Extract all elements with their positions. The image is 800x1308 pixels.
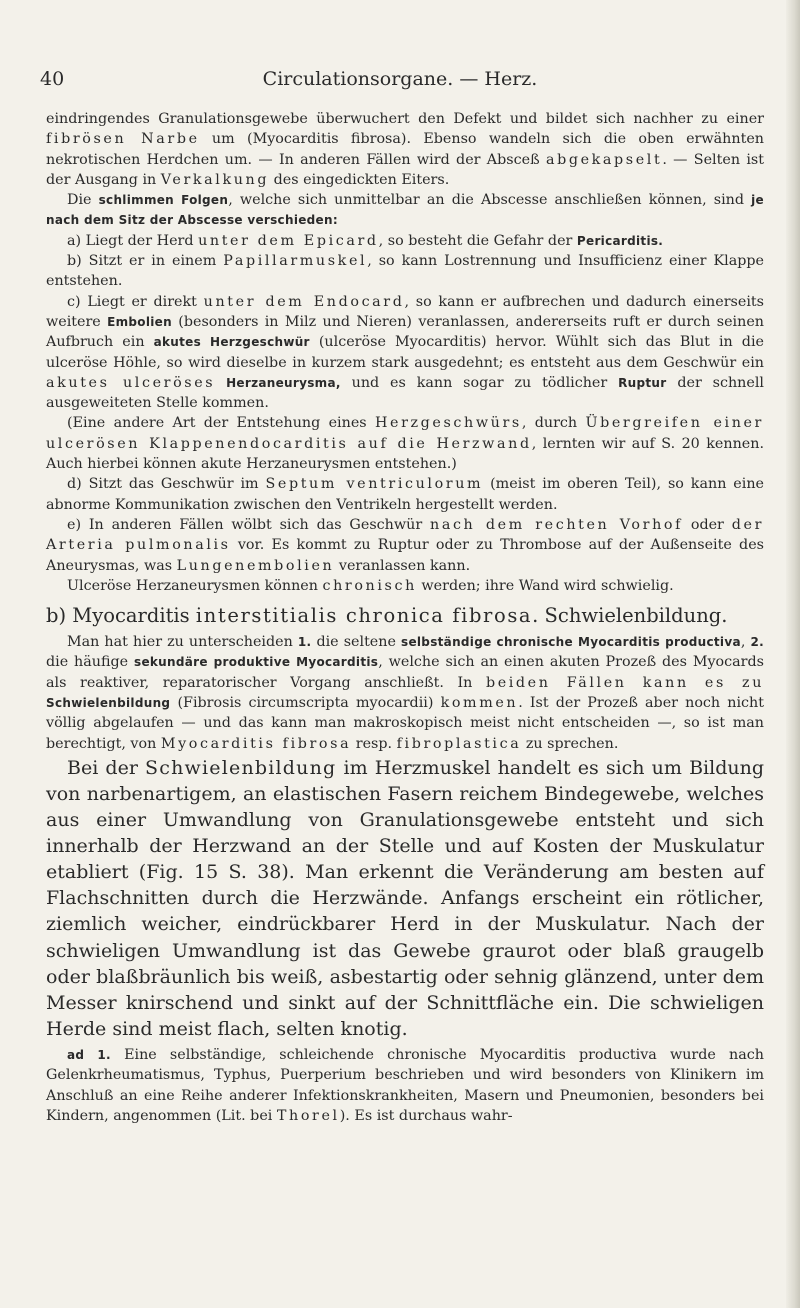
paragraph-distinction: Man hat hier zu unterscheiden 1. die seltene selbständige chronische Myocarditis productiva, 2. die häufige sekundäre produktive Myocarditis, welche sich an einen akuten Prozeß des Myocards als reaktiver, reparatorischer Vorgang anschließt. In beiden Fällen kann es zu Schwielenbildung (Fibrosis circumscripta myocardii) kommen. Ist der Prozeß aber noch nicht völlig abgelaufen — und das kann man makroskopisch meist nicht entscheiden —, so ist man berechtigt, von Myocarditis fibrosa resp. fibroplastica zu sprechen. xyxy=(46,634,765,752)
bold-term: schlimmen Folgen xyxy=(98,193,229,208)
item-a: a) Liegt der Herd unter dem Epicard, so besteht die Gefahr der Pericarditis. xyxy=(67,232,664,249)
page-edge-shadow xyxy=(786,0,800,1308)
spaced-term: abgekapselt xyxy=(545,151,663,168)
section-heading: b) Myocarditis interstitialis chronica fibrosa. Schwielenbildung. xyxy=(46,604,728,628)
page-number: 40 xyxy=(40,68,65,90)
bold-term: je nach dem Sitz der Abscesse verschieden: xyxy=(46,193,764,228)
running-title: Circulationsorgane. — Herz. xyxy=(262,68,538,90)
spaced-term: fibrösen Narbe xyxy=(46,131,200,148)
paragraph-consequences: Die schlimmen Folgen, welche sich unmittelbar an die Abscesse anschließen können, sind je nach dem Sitz der Abscesse verschieden: xyxy=(46,192,764,228)
item-b: b) Sitzt er in einem Papillarmuskel, so kann Lostrennung und Insufficienz einer Klappe entstehen. xyxy=(46,253,764,290)
paragraph-large-schwielenbildung: Bei der Schwielenbildung im Herzmuskel handelt es sich um Bildung von narbenartigem, an elastischen Fasern reichem Bindegewebe, welches aus einer Umwandlung von Granulationsgewebe entsteht und sich innerhalb der Herzwand an der Stelle und auf Kosten der Muskulatur etabliert (Fig. 15 S. 38). Man erkennt die Veränderung am besten auf Flachschnitten durch die Herzwände. Anfangs erscheint ein rötlicher, ziemlich weicher, eindrückbarer Herd in der Muskulatur. Nach der schwieligen Umwandlung ist das Gewebe graurot oder blaß graugelb oder blaßbräunlich bis weiß, asbestartig oder sehnig glänzend, unter dem Messer knirschend und sinkt auf der Schnittfläche ein. Die schwieligen Herde sind meist flach, selten knotig. xyxy=(46,756,764,1040)
item-c: c) Liegt er direkt unter dem Endocard, so kann er aufbrechen und dadurch einerseits weitere Embolien (besonders in Milz und Nieren) veranlassen, andererseits ruft er durch seinen Aufbruch ein akutes Herzgeschwür (ulceröse Myocarditis) hervor. Wühlt sich das Blut in die ulceröse Höhle, so wird dieselbe in kurzem stark ausgedehnt; es entsteht aus dem Geschwür ein akutes ulceröses Herzaneurysma, und es kann sogar zu tödlicher Ruptur der schnell ausgeweiteten Stelle kommen. xyxy=(46,293,764,412)
item-d: d) Sitzt das Geschwür im Septum ventriculorum (meist im oberen Teil), so kann eine abnorme Kommunikation zwischen den Ventrikeln hergestellt werden. xyxy=(46,476,765,513)
paragraph-chronic-aneurysm: Ulceröse Herzaneurysmen können chronisch werden; ihre Wand wird schwielig. xyxy=(67,577,674,594)
text-column xyxy=(46,109,764,1126)
spaced-term: Verkalkung xyxy=(160,171,270,188)
paragraph-heart-ulcer: (Eine andere Art der Entstehung eines Herzgeschwürs, durch Übergreifen einer ulcerösen Klappenendocarditis auf die Herzwand, lernten wir auf S. 20 kennen. Auch hierbei können akute Herzaneurysmen entstehen.) xyxy=(46,415,764,473)
item-e: e) In anderen Fällen wölbt sich das Geschwür nach dem rechten Vorhof oder der Arteria pulmonalis vor. Es kommt zu Ruptur oder zu Thrombose auf der Außenseite des Aneurysmas, was Lungenembolien veranlassen kann. xyxy=(46,516,764,574)
page-header xyxy=(40,68,760,94)
paragraph-note-ad-1: ad 1. Eine selbständige, schleichende chronische Myocarditis productiva wurde nach Gelenkrheumatismus, Typhus, Puerperium beschrieben und wird besonders von Klinikern im Anschluß an eine Reihe anderer Infektionskrankheiten, Masern und Pneumonien, besonders bei Kindern, angenommen (Lit. bei Thorel). Es ist durchaus wahr- xyxy=(46,1046,764,1124)
paragraph-fibrous-scar: eindringendes Granulationsgewebe überwuchert den Defekt und bildet sich nachher zu einer fibrösen Narbe um (Myocarditis fibrosa). Ebenso wandeln sich die oben erwähnten nekrotischen Herdchen um. — In anderen Fällen wird der Absceß abgekapselt. — Selten ist der Ausgang in Verkalkung des eingedickten Eiters. xyxy=(46,111,765,188)
